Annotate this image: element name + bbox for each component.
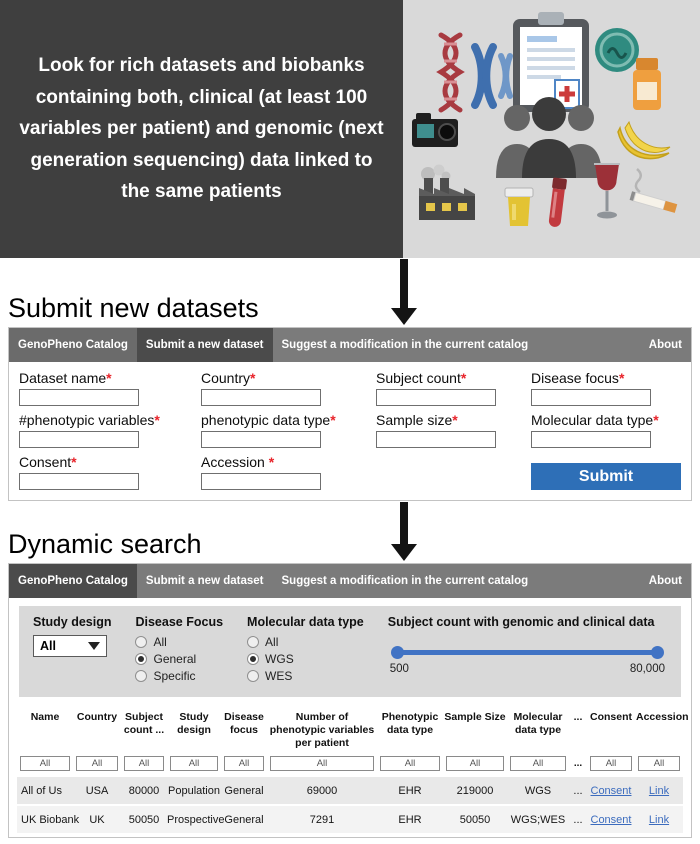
consent-link[interactable]: Consent <box>590 784 632 797</box>
field-sample-size <box>376 412 531 448</box>
table-header-row <box>17 703 689 756</box>
people-icon <box>491 94 607 178</box>
study-design-label: Study design <box>33 615 112 629</box>
cell-sample-size: 219000 <box>456 784 494 797</box>
radio-label: WES <box>265 669 293 683</box>
header-study-design: Study design <box>177 711 211 737</box>
label-text: Accession <box>201 454 269 470</box>
molecular-data-type-filter <box>247 615 364 686</box>
submit-form-screenshot <box>8 327 692 501</box>
dataset-name-input[interactable] <box>19 389 139 406</box>
label-text: Molecular data type <box>531 412 654 428</box>
label-text: Country <box>201 370 251 386</box>
results-table <box>17 703 689 833</box>
radio-checked-icon <box>135 653 147 665</box>
slider-min-value: 500 <box>389 663 409 675</box>
filter-input-disease-focus[interactable]: All <box>224 756 264 771</box>
blood-tube-icon <box>542 175 573 234</box>
tab-genopheno-catalog[interactable]: GenoPheno Catalog <box>9 328 137 362</box>
filter-input-phenotypic-data-type[interactable]: All <box>380 756 440 771</box>
header-ellipsis: ... <box>573 711 583 723</box>
field-label <box>201 454 376 470</box>
instruction-text: Look for rich datasets and biobanks containing both, clinical (at least 100 variables per patient) and genomic (next generation sequencing) data linked to the same patients <box>19 55 384 203</box>
factory-icon <box>415 164 479 224</box>
tab-suggest-modification[interactable]: Suggest a modification in the current catalog <box>281 339 529 351</box>
pill-bottle-icon <box>629 56 665 112</box>
arrow-shaft <box>400 502 408 544</box>
icon-collage <box>403 0 700 258</box>
subject-count-label: Subject count with genomic and clinical data <box>387 615 655 629</box>
table-row <box>17 777 683 804</box>
consent-link[interactable]: Consent <box>590 813 632 826</box>
field-phenotypic-data-type <box>201 412 376 448</box>
header-consent: Consent <box>590 711 632 723</box>
submit-button[interactable]: Submit <box>531 463 681 490</box>
arrow-head <box>391 544 417 561</box>
field-label <box>376 412 531 428</box>
country-input[interactable] <box>201 389 321 406</box>
field-dataset-name <box>19 370 201 406</box>
study-design-value: All <box>40 639 56 653</box>
required-asterisk: * <box>154 412 160 428</box>
field-label <box>376 370 531 386</box>
radio-label: All <box>153 635 167 649</box>
cell-phenotypic-data-type: EHR <box>398 813 422 826</box>
disease-focus-filter <box>135 615 223 686</box>
submit-cell <box>531 454 683 490</box>
field-label <box>531 412 683 428</box>
bananas-icon <box>617 120 673 164</box>
cell-name: All of Us <box>21 784 62 797</box>
radio-icon <box>135 670 147 682</box>
required-asterisk: * <box>653 412 659 428</box>
cell-study-design: Population <box>168 784 220 797</box>
field-country <box>201 370 376 406</box>
form-spacer <box>376 454 531 490</box>
header-molecular-data-type: Molecular data type <box>513 711 563 737</box>
consent-input[interactable] <box>19 473 139 490</box>
cell-sample-size: 50050 <box>459 813 491 826</box>
field-label <box>19 370 201 386</box>
required-asterisk: * <box>618 370 625 386</box>
submit-section-heading: Submit new datasets <box>8 293 259 323</box>
slider-values <box>388 661 667 675</box>
filter-input-sample-size[interactable]: All <box>446 756 504 771</box>
subject-count-slider[interactable] <box>392 645 663 659</box>
header-phenotypic-data-type: Phenotypic data type <box>381 711 439 737</box>
radio-disease-focus-all[interactable] <box>135 635 223 649</box>
cell-molecular-data-type: WGS <box>524 784 552 797</box>
radio-molecular-all[interactable] <box>247 635 364 649</box>
dynamic-search-screenshot <box>8 563 692 838</box>
header-country: Country <box>76 711 118 723</box>
disease-focus-input[interactable] <box>531 389 651 406</box>
down-arrow-icon <box>391 502 417 561</box>
disease-focus-label: Disease Focus <box>135 615 224 629</box>
search-navbar <box>9 564 691 598</box>
cell-study-design: Prospective <box>167 813 225 826</box>
label-text: #phenotypic variables <box>19 412 155 428</box>
header-phenotypic-variables: Number of phenotypic variables per patient <box>269 711 375 750</box>
field-molecular-data-type <box>531 412 683 448</box>
radio-icon <box>247 636 259 648</box>
flow-search <box>0 501 700 563</box>
required-asterisk: * <box>452 412 458 428</box>
study-design-dropdown[interactable] <box>33 635 107 657</box>
filter-input-phenotypic-variables[interactable]: All <box>270 756 374 771</box>
radio-label: All <box>265 635 279 649</box>
subject-count-filter <box>388 615 667 686</box>
label-text: phenotypic data type <box>201 412 331 428</box>
cell-disease-focus: General <box>224 813 264 826</box>
tab-genopheno-catalog[interactable]: GenoPheno Catalog <box>9 564 137 598</box>
sample-size-input[interactable] <box>376 431 496 448</box>
phenotypic-data-type-input[interactable] <box>201 431 321 448</box>
header-name: Name <box>30 711 60 723</box>
filter-input-country[interactable]: All <box>76 756 118 771</box>
arrow-head <box>391 308 417 325</box>
cell-name: UK Biobank <box>21 813 80 826</box>
cell-country: USA <box>85 784 109 797</box>
radio-icon <box>247 670 259 682</box>
radio-disease-focus-specific[interactable] <box>135 669 223 683</box>
search-filter-panel <box>19 606 681 697</box>
label-text: Disease focus <box>531 370 619 386</box>
label-text: Consent <box>19 454 72 470</box>
arrow-shaft <box>400 259 408 308</box>
chevron-down-icon <box>88 642 100 650</box>
slider-handle-max[interactable] <box>651 646 664 659</box>
slider-track <box>392 650 663 655</box>
accession-link[interactable]: Link <box>648 784 670 797</box>
tab-about[interactable]: About <box>648 575 682 587</box>
radio-label: General <box>153 652 197 666</box>
required-asterisk: * <box>268 454 275 470</box>
filter-input-accession[interactable]: All <box>638 756 680 771</box>
field-label <box>531 370 683 386</box>
cell-consent <box>587 814 635 826</box>
cell-subject-count: 50050 <box>128 813 160 826</box>
required-asterisk: * <box>250 370 256 386</box>
filter-input-subject-count[interactable]: All <box>124 756 164 771</box>
search-section-heading: Dynamic search <box>8 529 202 559</box>
required-asterisk: * <box>460 370 467 386</box>
submit-navbar <box>9 328 691 362</box>
filter-input-study-design[interactable]: All <box>170 756 218 771</box>
radio-checked-icon <box>247 653 259 665</box>
cell-phenotypic-data-type: EHR <box>398 784 422 797</box>
nav-spacer <box>537 328 640 362</box>
dna-icon <box>433 32 467 114</box>
cell-ellipsis: ... <box>573 813 583 826</box>
phenotypic-variables-input[interactable] <box>19 431 139 448</box>
required-asterisk: * <box>71 454 77 470</box>
down-arrow-icon <box>391 259 417 325</box>
field-label <box>201 412 376 428</box>
radio-molecular-wgs[interactable] <box>247 652 364 666</box>
tab-about[interactable]: About <box>648 339 682 351</box>
field-phenotypic-variables <box>19 412 201 448</box>
field-consent <box>19 454 201 490</box>
cell-phenotypic-variables: 69000 <box>306 784 338 797</box>
label-text: Sample size <box>376 412 453 428</box>
header-accession: Accession <box>636 711 689 723</box>
radio-disease-focus-general[interactable] <box>135 652 223 666</box>
field-accession <box>201 454 376 490</box>
subject-count-input[interactable] <box>376 389 496 406</box>
cell-accession <box>635 814 683 826</box>
tab-submit-new-dataset[interactable]: Submit a new dataset <box>145 575 264 587</box>
label-text: Subject count <box>376 370 461 386</box>
urine-sample-icon <box>503 186 535 228</box>
field-label <box>19 454 201 470</box>
camera-icon <box>411 112 459 148</box>
intro-figure <box>0 0 700 258</box>
cell-country: UK <box>89 813 105 826</box>
header-disease-focus: Disease focus <box>224 711 264 737</box>
field-subject-count <box>376 370 531 406</box>
flow-submit <box>0 258 700 327</box>
cell-molecular-data-type: WGS;WES <box>510 813 566 826</box>
table-row <box>17 806 683 833</box>
cell-phenotypic-variables: 7291 <box>309 813 335 826</box>
required-asterisk: * <box>106 370 112 386</box>
cell-subject-count: 80000 <box>128 784 160 797</box>
slider-max-value: 80,000 <box>629 663 665 675</box>
header-subject-count: Subject count ... <box>123 711 165 737</box>
filter-input-molecular-data-type[interactable]: All <box>510 756 566 771</box>
accession-input[interactable] <box>201 473 321 490</box>
slider-handle-min[interactable] <box>391 646 404 659</box>
accession-link[interactable]: Link <box>648 813 670 826</box>
cell-consent <box>587 785 635 797</box>
radio-molecular-wes[interactable] <box>247 669 364 683</box>
field-label <box>19 412 201 428</box>
molecular-data-type-input[interactable] <box>531 431 651 448</box>
required-asterisk: * <box>330 412 336 428</box>
field-label <box>201 370 376 386</box>
radio-icon <box>135 636 147 648</box>
wine-glass-icon <box>591 162 623 222</box>
cell-ellipsis: ... <box>573 784 583 797</box>
header-sample-size: Sample Size <box>444 711 506 723</box>
nav-spacer <box>537 564 640 598</box>
cell-accession <box>635 785 683 797</box>
field-disease-focus <box>531 370 683 406</box>
radio-label: WGS <box>265 652 294 666</box>
cigarette-icon <box>625 166 683 214</box>
cell-disease-focus: General <box>224 784 264 797</box>
table-filter-row <box>17 756 683 777</box>
filter-input-consent[interactable]: All <box>590 756 632 771</box>
tab-submit-new-dataset[interactable]: Submit a new dataset <box>137 328 273 362</box>
submit-form <box>9 362 691 500</box>
tab-suggest-modification[interactable]: Suggest a modification in the current catalog <box>281 575 529 587</box>
radio-label: Specific <box>153 669 196 683</box>
study-design-filter <box>33 615 111 686</box>
label-text: Dataset name <box>19 370 107 386</box>
molecular-data-type-label: Molecular data type <box>247 615 364 629</box>
instruction-box <box>0 0 403 258</box>
filter-input-name[interactable]: All <box>20 756 70 771</box>
filter-ellipsis: ... <box>573 758 583 770</box>
